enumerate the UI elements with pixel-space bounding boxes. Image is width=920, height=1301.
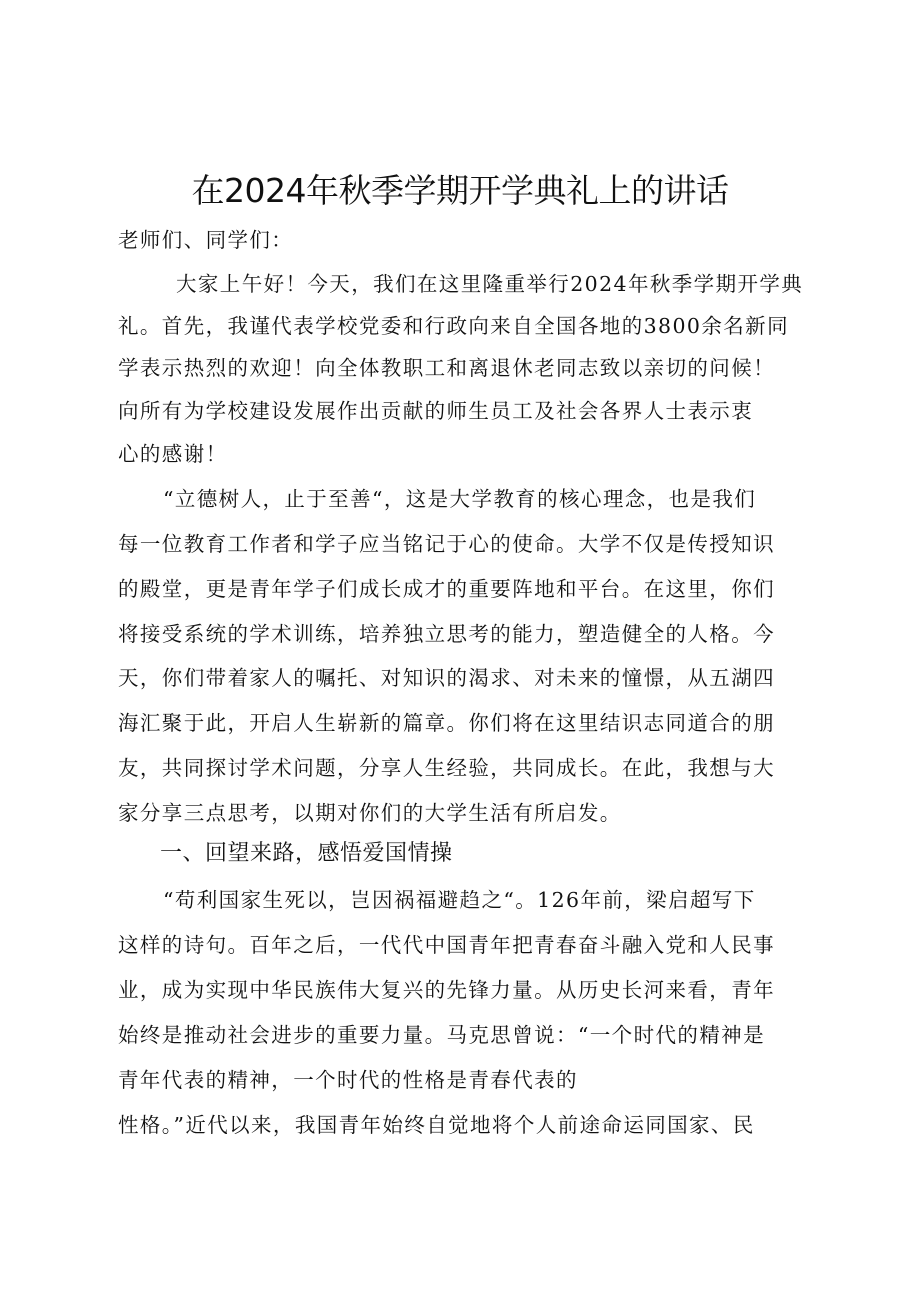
- section-heading: 一、回望来路，感悟爱国情操: [160, 841, 453, 866]
- paragraph-line: 家分享三点思考，以期对你们的大学生活有所启发。: [118, 801, 622, 825]
- paragraph-line: 礼。首先，我谨代表学校党委和行政向来自全国各地的3800余名新同: [118, 314, 789, 338]
- paragraph-line: 大家上午好！今天，我们在这里隆重举行2024年秋季学期开学典: [176, 272, 804, 296]
- paragraph-line: 青年代表的精神，一个时代的性格是青春代表的: [118, 1068, 578, 1092]
- paragraph-line: 性格。”近代以来，我国青年始终自觉地将个人前途命运同国家、民: [118, 1113, 755, 1137]
- paragraph-line: “苟利国家生死以，岂因祸福避趋之“。126年前，梁启超写下: [163, 888, 756, 912]
- paragraph-line: 的殿堂，更是青年学子们成长成才的重要阵地和平台。在这里，你们: [118, 577, 775, 601]
- paragraph-line: 业，成为实现中华民族伟大复兴的先锋力量。从历史长河来看，青年: [118, 978, 775, 1002]
- paragraph-line: 向所有为学校建设发展作出贡献的师生员工及社会各界人士表示衷: [118, 399, 754, 423]
- paragraph-line: 心的感谢！: [118, 442, 228, 466]
- document-title: 在2024年秋季学期开学典礼上的讲话: [191, 171, 729, 210]
- paragraph-line: 始终是推动社会进步的重要力量。马克思曾说：“一个时代的精神是: [118, 1023, 765, 1047]
- paragraph-line: 友，共同探讨学术问题，分享人生经验，共同成长。在此，我想与大: [118, 756, 775, 780]
- paragraph-line: “立德树人，止于至善“，这是大学教育的核心理念，也是我们: [163, 487, 757, 511]
- paragraph-line: 将接受系统的学术训练，培养独立思考的能力，塑造健全的人格。今: [118, 622, 775, 646]
- paragraph-line: 每一位教育工作者和学子应当铭记于心的使命。大学不仅是传授知识: [118, 532, 775, 556]
- paragraph-line: 这样的诗句。百年之后，一代代中国青年把青春奋斗融入党和人民事: [118, 933, 775, 957]
- paragraph-line: 学表示热烈的欢迎！向全体教职工和离退休老同志致以亲切的问候！: [118, 356, 775, 380]
- paragraph-line: 天，你们带着家人的嘱托、对知识的渴求、对未来的憧憬，从五湖四: [118, 666, 775, 690]
- paragraph-line: 海汇聚于此，开启人生崭新的篇章。你们将在这里结识志同道合的朋: [118, 711, 775, 735]
- salutation: 老师们、同学们：: [118, 228, 294, 252]
